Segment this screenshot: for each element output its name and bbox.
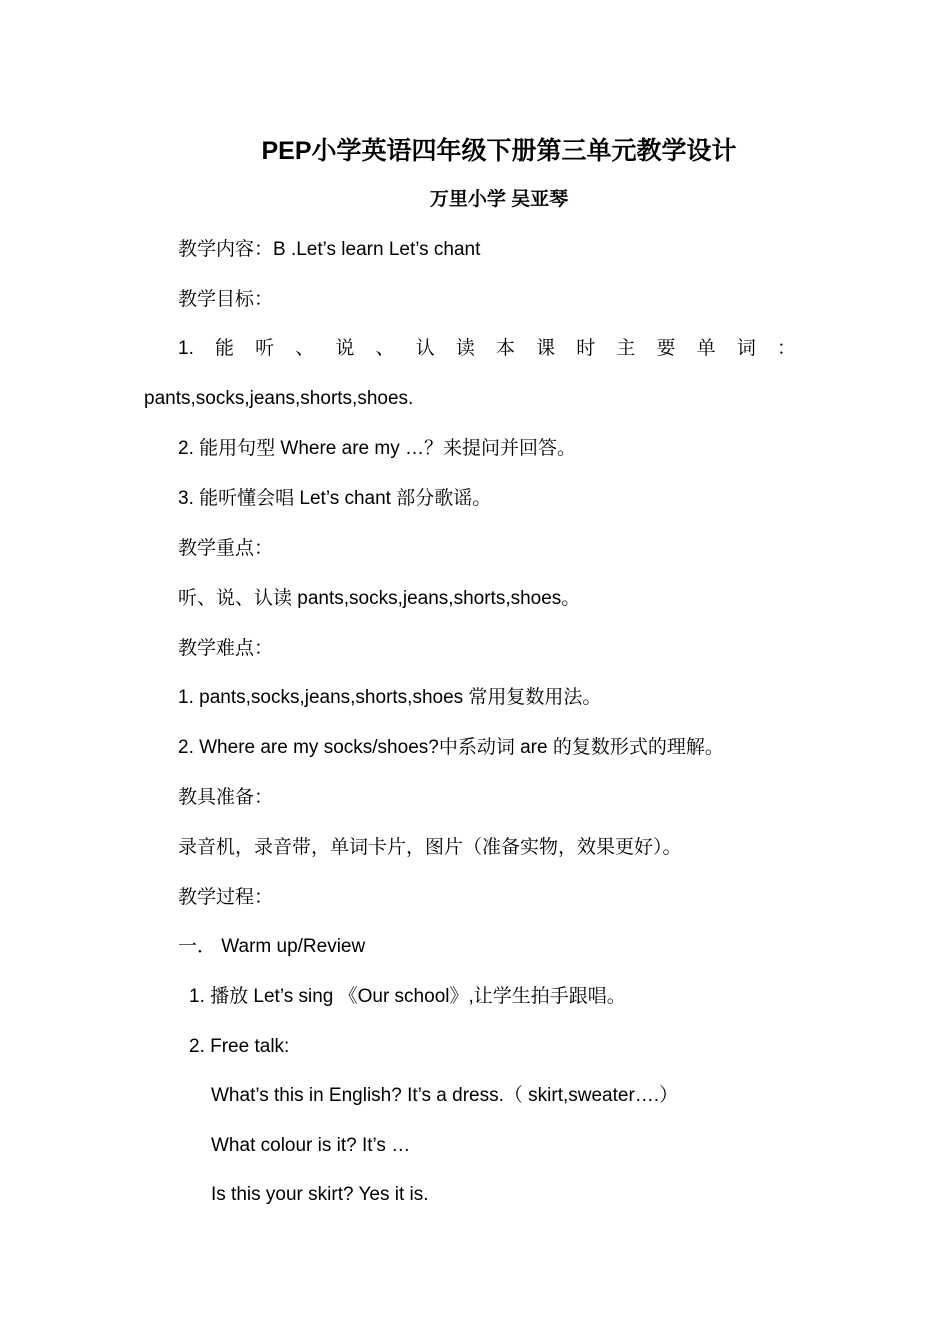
goal-1-char: 时	[576, 338, 596, 359]
goal-1-char: 读	[455, 338, 475, 359]
step-1-heading: 一． Warm up/Review	[178, 936, 366, 957]
author-line: 万里小学 吴亚琴	[429, 189, 569, 210]
goal-1-char: 听	[255, 338, 275, 359]
difficulty-1: 1. pants,socks,jeans,shorts,shoes 常用复数用法。	[178, 687, 602, 708]
step-1-item-2: 2. Free talk:	[189, 1036, 290, 1057]
difficulty-2: 2. Where are my socks/shoes?中系动词 are 的复数形式的理解。	[178, 737, 724, 758]
goal-3: 3. 能听懂会唱 Let’s chant 部分歌谣。	[178, 488, 492, 509]
goal-1-char: 要	[656, 338, 676, 359]
document-title: PEP小学英语四年级下册第三单元教学设计	[261, 137, 737, 165]
goal-1-char: ：	[776, 338, 796, 359]
dialog-line-1: What’s this in English? It’s a dress.（ skirt,sweater….）	[211, 1085, 679, 1106]
goal-1-char: 、	[375, 338, 395, 359]
dialog-line-2: What colour is it? It’s …	[211, 1135, 411, 1156]
goal-1-char: 单	[696, 338, 716, 359]
difficulties-heading: 教学难点：	[178, 638, 274, 659]
goal-1-char: 课	[536, 338, 556, 359]
goal-1-char: 认	[415, 338, 435, 359]
key-points-text: 听、说、认读 pants,socks,jeans,shorts,shoes。	[178, 588, 581, 609]
content-line: 教学内容：B .Let’s learn Let’s chant	[178, 239, 481, 260]
dialog-line-3: Is this your skirt? Yes it is.	[211, 1184, 429, 1205]
goals-heading: 教学目标：	[178, 289, 274, 310]
goal-1-continuation: pants,socks,jeans,shorts,shoes.	[144, 388, 414, 409]
teaching-aids-heading: 教具准备：	[178, 787, 274, 808]
step-1-item-1: 1. 播放 Let’s sing 《Our school》,让学生拍手跟唱。	[189, 986, 626, 1007]
key-points-heading: 教学重点：	[178, 538, 274, 559]
goal-1-char: 说	[335, 338, 355, 359]
goal-1-char: 能	[214, 338, 234, 359]
goal-1-char: 、	[295, 338, 315, 359]
teaching-aids-text: 录音机，录音带，单词卡片，图片（准备实物，效果更好）。	[178, 837, 682, 858]
goal-1-char: 本	[495, 338, 515, 359]
goal-1-char: 主	[616, 338, 636, 359]
goal-1-char: 1.	[178, 338, 194, 359]
goal-1-char: 词	[736, 338, 756, 359]
process-heading: 教学过程：	[178, 887, 274, 908]
goal-1-line	[178, 337, 796, 361]
goal-2: 2. 能用句型 Where are my …？来提问并回答。	[178, 438, 576, 459]
